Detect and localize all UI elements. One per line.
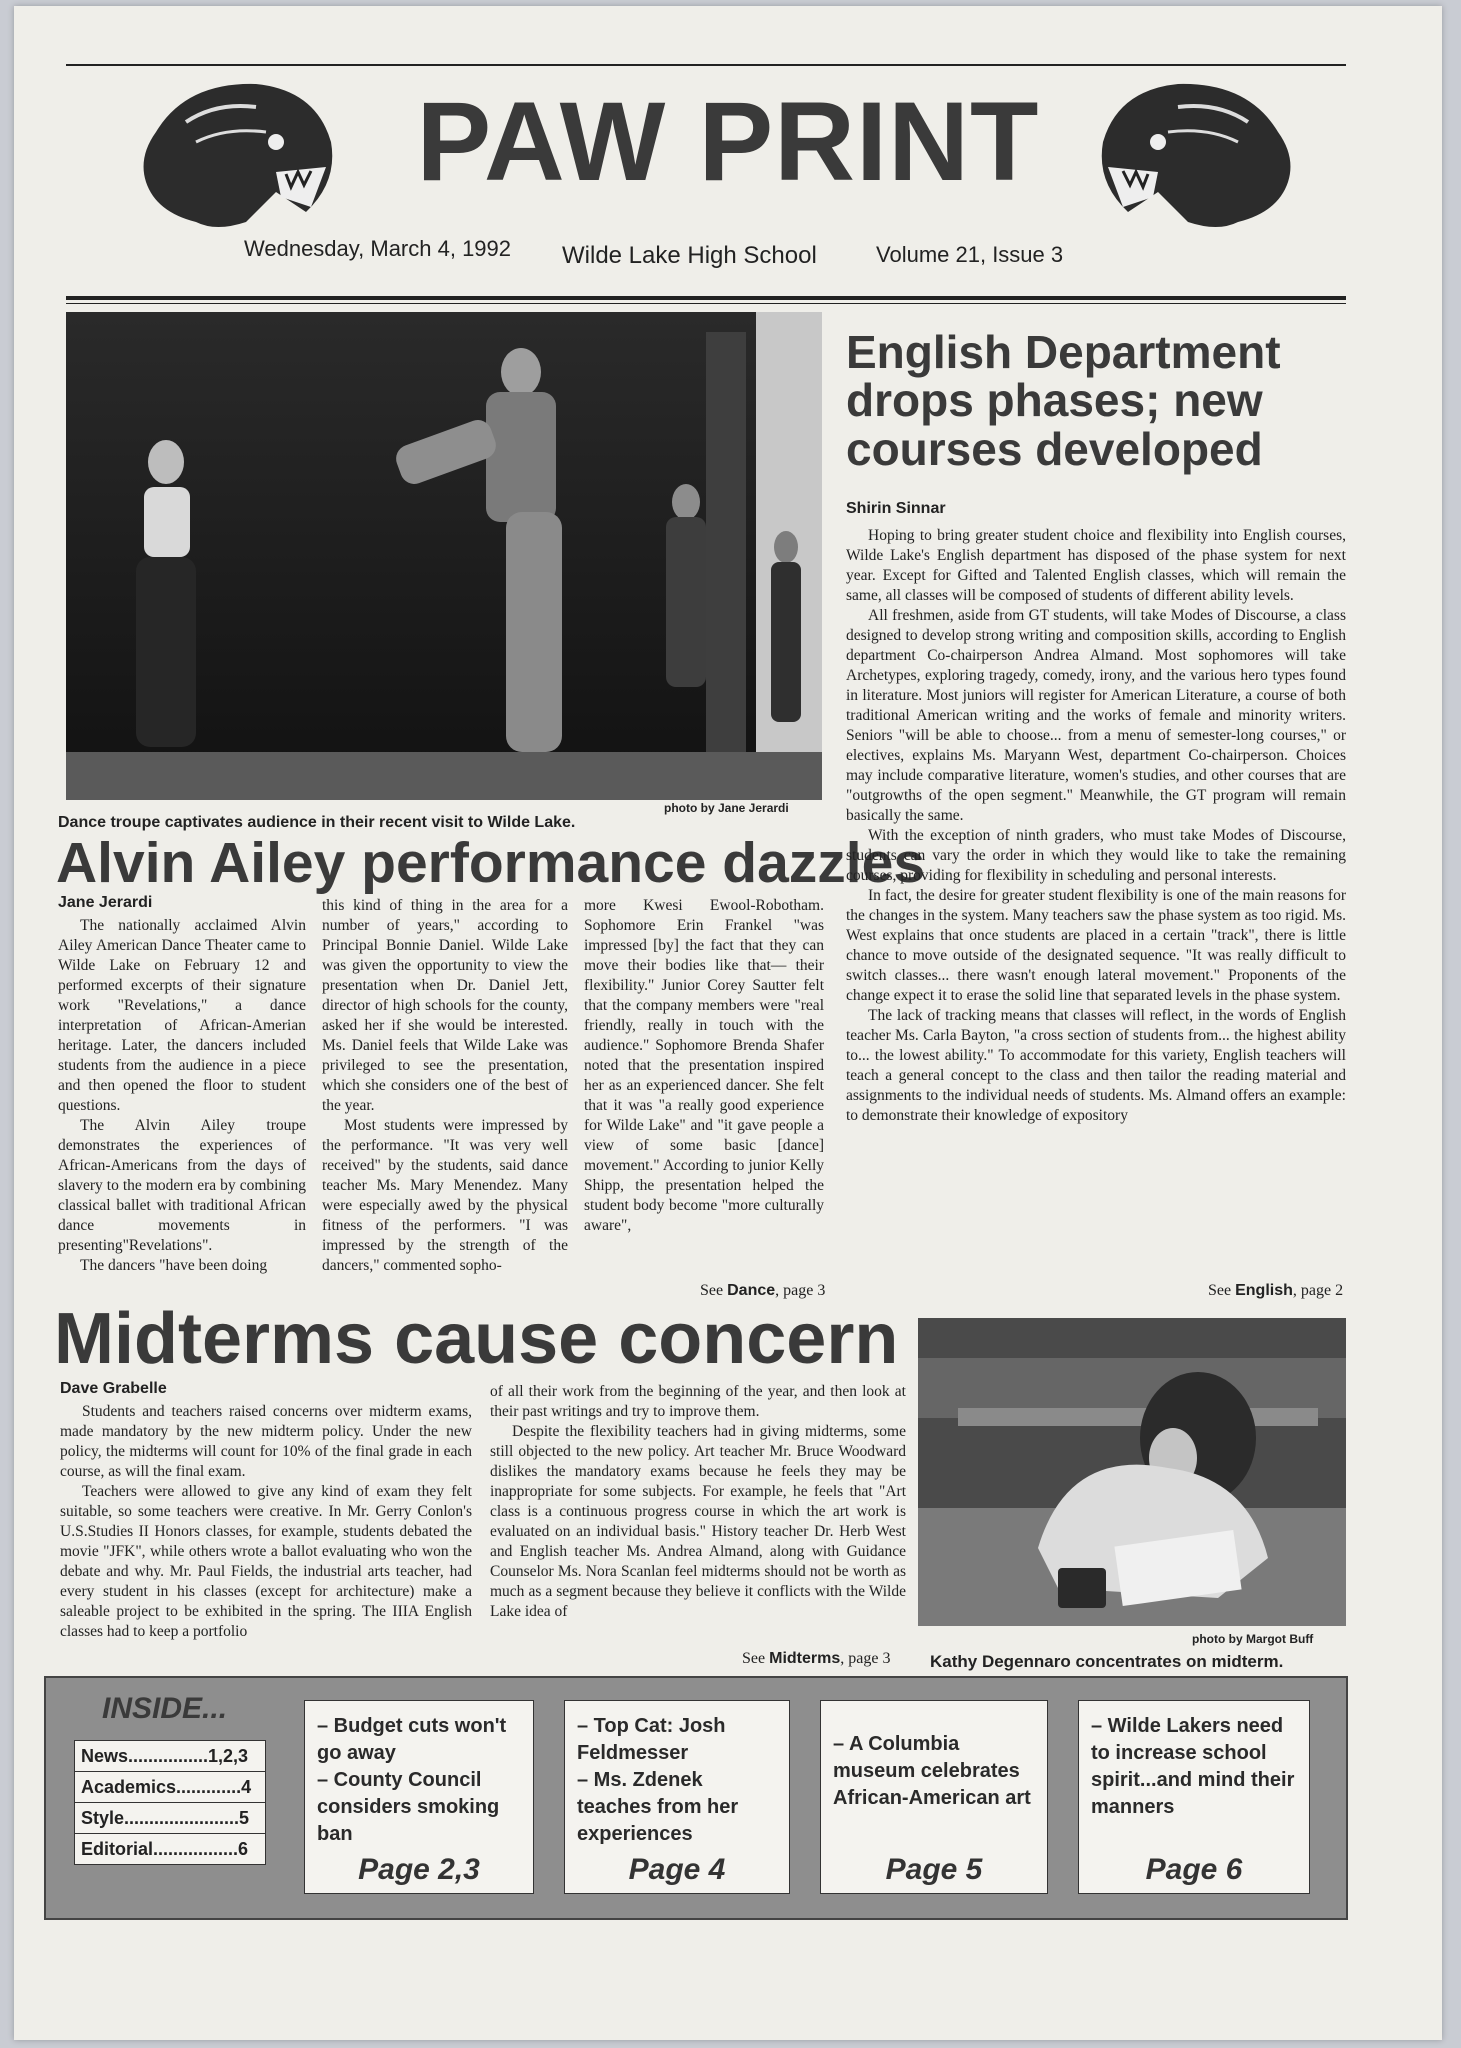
- midterms-byline: Dave Grabelle: [60, 1380, 167, 1397]
- jump-prefix: See: [1208, 1282, 1236, 1299]
- school-name: Wilde Lake High School: [562, 242, 817, 269]
- index-row-news[interactable]: News................1,2,3: [75, 1741, 265, 1772]
- teaser-page-ref: Page 5: [885, 1853, 983, 1886]
- english-paragraph: Hoping to bring greater student choice and flexibility into English courses, Wilde Lake's English department has disposed of the phase system for next year. Except for Gifted and Talented English classes, which will remain the same, all classes will be composed of students of different ability levels.: [846, 527, 1346, 604]
- midterms-paragraph: Students and teachers raised concerns over midterm exams, made mandatory by the new midterm policy. Under the new policy, the midterms will count for 10% of the final grade in each course, as will the final exam.: [60, 1403, 472, 1480]
- teaser-line: – Top Cat: Josh Feldmesser: [577, 1715, 726, 1764]
- dance-headline: Alvin Ailey performance dazzles: [56, 831, 926, 895]
- newspaper-page: [14, 6, 1442, 2040]
- midterms-column-2: [490, 1382, 906, 1622]
- volume-issue: Volume 21, Issue 3: [876, 242, 1064, 267]
- top-rule: [66, 64, 1346, 66]
- midterms-photo-caption: Kathy Degennaro concentrates on midterm.: [930, 1652, 1284, 1671]
- jump-page: , page 3: [775, 1282, 826, 1299]
- masthead-rule: [66, 296, 1346, 300]
- midterms-column-1: [60, 1402, 472, 1642]
- teaser-text: [833, 1731, 1037, 1812]
- teaser-text: [317, 1713, 523, 1848]
- english-jump-link[interactable]: [1208, 1282, 1343, 1300]
- dance-photo: [66, 312, 822, 800]
- teaser-page-ref: Page 6: [1145, 1853, 1243, 1886]
- teaser-box-page-5[interactable]: [820, 1700, 1048, 1894]
- teaser-page-ref: Page 4: [628, 1853, 726, 1886]
- inside-title: INSIDE...: [102, 1692, 228, 1725]
- dance-column-3: [584, 896, 824, 1236]
- jump-page: , page 2: [1292, 1282, 1344, 1299]
- teaser-text: [1091, 1713, 1299, 1821]
- dance-photo-caption: Dance troupe captivates audience in their recent visit to Wilde Lake.: [58, 814, 576, 831]
- english-headline: English Department drops phases; new courses developed: [846, 326, 1281, 475]
- index-row-academics[interactable]: Academics.............4: [75, 1772, 265, 1803]
- midterms-photo: [918, 1318, 1346, 1626]
- english-body: [846, 526, 1346, 1126]
- index-row-style[interactable]: Style.......................5: [75, 1803, 265, 1834]
- issue-date: Wednesday, March 4, 1992: [244, 236, 512, 261]
- dance-paragraph: The nationally acclaimed Alvin Ailey American Dance Theater came to Wilde Lake on February 12 and performed excerpts of their signature work "Revelations," a dance interpretation of African-Amerian heritage. Later, the dancers included students from the audience in a piece and then opened the floor to student questions.: [58, 917, 306, 1114]
- dance-paragraph: this kind of thing in the area for a number of years," according to Principal Bonnie Daniel. Wilde Lake was given the opportunity to view the presentation when Dr. Daniel Jett, director of high schools for the county, asked her if she would be interested. Ms. Daniel feels that Wilde Lake was privileged to see the presentation, which she considers one of the best of the year.: [322, 897, 568, 1114]
- jump-section: Midterms: [769, 1650, 841, 1667]
- midterms-paragraph: Teachers were allowed to give any kind of exam they felt suitable, so some teachers were creative. In Mr. Gerry Conlon's U.S.Studies II Honors classes, for example, students debated the movie "JFK", while others wrote a ballot evaluating who won the debate and why. Mr. Paul Fields, the industrial arts teacher, had every student in his classes (except for architecture) make a saleable project to be exhibited in the spring. The IIIA English classes had to keep a portfolio: [60, 1483, 472, 1640]
- english-paragraph: With the exception of ninth graders, who must take Modes of Discourse, students can vary the order in which they would like to take the remaining courses, providing for flexibility in scheduling and personal interests.: [846, 827, 1346, 884]
- midterms-photo-credit: photo by Margot Buff: [1192, 1632, 1314, 1646]
- teaser-box-page-2-3[interactable]: [304, 1700, 534, 1894]
- teaser-box-page-4[interactable]: [564, 1700, 790, 1894]
- jump-page: , page 3: [840, 1650, 891, 1667]
- dance-paragraph: Most students were impressed by the performance. "It was very well received" by the students, said dance teacher Ms. Mary Menendez. Many were especially awed by the physical fitness of the performers. "I was impressed by the strength of the dancers," commented sopho-: [322, 1117, 568, 1274]
- teaser-text: [577, 1713, 779, 1848]
- teaser-page-ref: Page 2,3: [358, 1853, 480, 1886]
- inside-panel: [44, 1676, 1348, 1920]
- dance-paragraph: The dancers "have been doing: [80, 1257, 268, 1274]
- dance-paragraph: more Kwesi Ewool-Robotham. Sophomore Erin Frankel "was impressed [by] the fact that they can move their bodies like that— their flexibility." Junior Corey Sautter felt that the company members were "real friendly, really in touch with the audience." Sophomore Brenda Shafer noted that the presentation inspired her as an experienced dancer. She felt that it was "a really good experience for Wilde Lake" and "it gave people a view of some basic [dance] movement." According to junior Kelly Shipp, the presentation helped the student body become "more culturally aware",: [584, 897, 824, 1234]
- dance-column-2: [322, 896, 568, 1276]
- dance-column-1: [58, 916, 306, 1276]
- teaser-line: – Wilde Lakers need to increase school spirit...and mind their manners: [1091, 1715, 1295, 1818]
- english-byline: Shirin Sinnar: [846, 500, 946, 517]
- section-index: [74, 1740, 266, 1865]
- dance-photo-credit: photo by Jane Jerardi: [664, 801, 789, 815]
- index-row-editorial[interactable]: Editorial.................6: [81, 1839, 249, 1859]
- dance-paragraph: The Alvin Ailey troupe demonstrates the experiences of African-Americans from the days of slavery to the modern era by combining classical ballet with traditional African dance movements in presenting"Revelations".: [58, 1117, 306, 1254]
- masthead-title: PAW PRINT: [416, 79, 1040, 204]
- jump-prefix: See: [742, 1650, 770, 1667]
- teaser-line: – A Columbia museum celebrates African-American art: [833, 1733, 1031, 1809]
- midterms-paragraph: Despite the flexibility teachers had in giving midterms, some still objected to the new policy. Art teacher Mr. Bruce Woodward dislikes the mandatory exams because he feels they may be inappropriate for some subjects. For example, he feels that "Art class is a continuous progress course in which the art work is evaluated on an individual basis." History teacher Dr. Herb West and English teacher Ms. Andrea Almand, along with Guidance Counselor Ms. Nora Scanlan feel midterms should not be worth as much as a segment because they believe it conflicts with the Wilde Lake idea of: [490, 1423, 906, 1620]
- midterms-jump-link[interactable]: [742, 1650, 890, 1668]
- jump-prefix: See: [700, 1282, 728, 1299]
- teaser-line: – Budget cuts won't go away: [317, 1715, 507, 1764]
- dance-jump-link[interactable]: [700, 1282, 825, 1300]
- teaser-box-page-6[interactable]: [1078, 1700, 1310, 1894]
- english-paragraph: All freshmen, aside from GT students, will take Modes of Discourse, a class designed to develop strong writing and composition skills, according to English department Co-chairperson Andrea Almand. Most sophomores will take Archetypes, exploring tragedy, comedy, irony, and the various hero types found in literature. Most juniors will register for American Literature, a course of both traditional American writing and the works of female and minority writers. Seniors "will be able to choose... from a menu of semester-long courses," or electives, explains Ms. Maryann West, department Co-chairperson. Choices may include comparative literature, women's studies, and other courses that are "outgrowths of the open segment." Meanwhile, the GT program will remain basically the same.: [846, 607, 1346, 824]
- midterms-paragraph: of all their work from the beginning of the year, and then look at their past writings and try to improve them.: [490, 1383, 906, 1420]
- jump-section: English: [1235, 1282, 1293, 1299]
- english-paragraph: The lack of tracking means that classes will reflect, in the words of English teacher Ms. Carla Bayton, "a cross section of students from... the highest ability to... the lowest ability." To accommodate for this variety, English teachers will teach a general concept to the class and then tailor the reading material and assignments to the individual needs of students. Ms. Almand offers an example: to demonstrate their knowledge of expository: [846, 1007, 1346, 1124]
- dance-byline: Jane Jerardi: [58, 894, 153, 911]
- teaser-line: – County Council considers smoking ban: [317, 1769, 500, 1845]
- english-paragraph: In fact, the desire for greater student flexibility is one of the main reasons for the changes in the system. Many teachers saw the phase system as too rigid. Ms. West explains that once students are placed in a certain "track", there is little chance to move outside of the designated sequence. "It was really difficult to switch classes... there wasn't enough lateral movement." Proponents of the change expect it to erase the solid line that separated levels in the phase system.: [846, 887, 1346, 1004]
- jump-section: Dance: [727, 1282, 776, 1299]
- midterms-headline: Midterms cause concern: [54, 1299, 899, 1379]
- teaser-line: – Ms. Zdenek teaches from her experiences: [577, 1769, 739, 1845]
- masthead-rule-thin: [66, 303, 1346, 304]
